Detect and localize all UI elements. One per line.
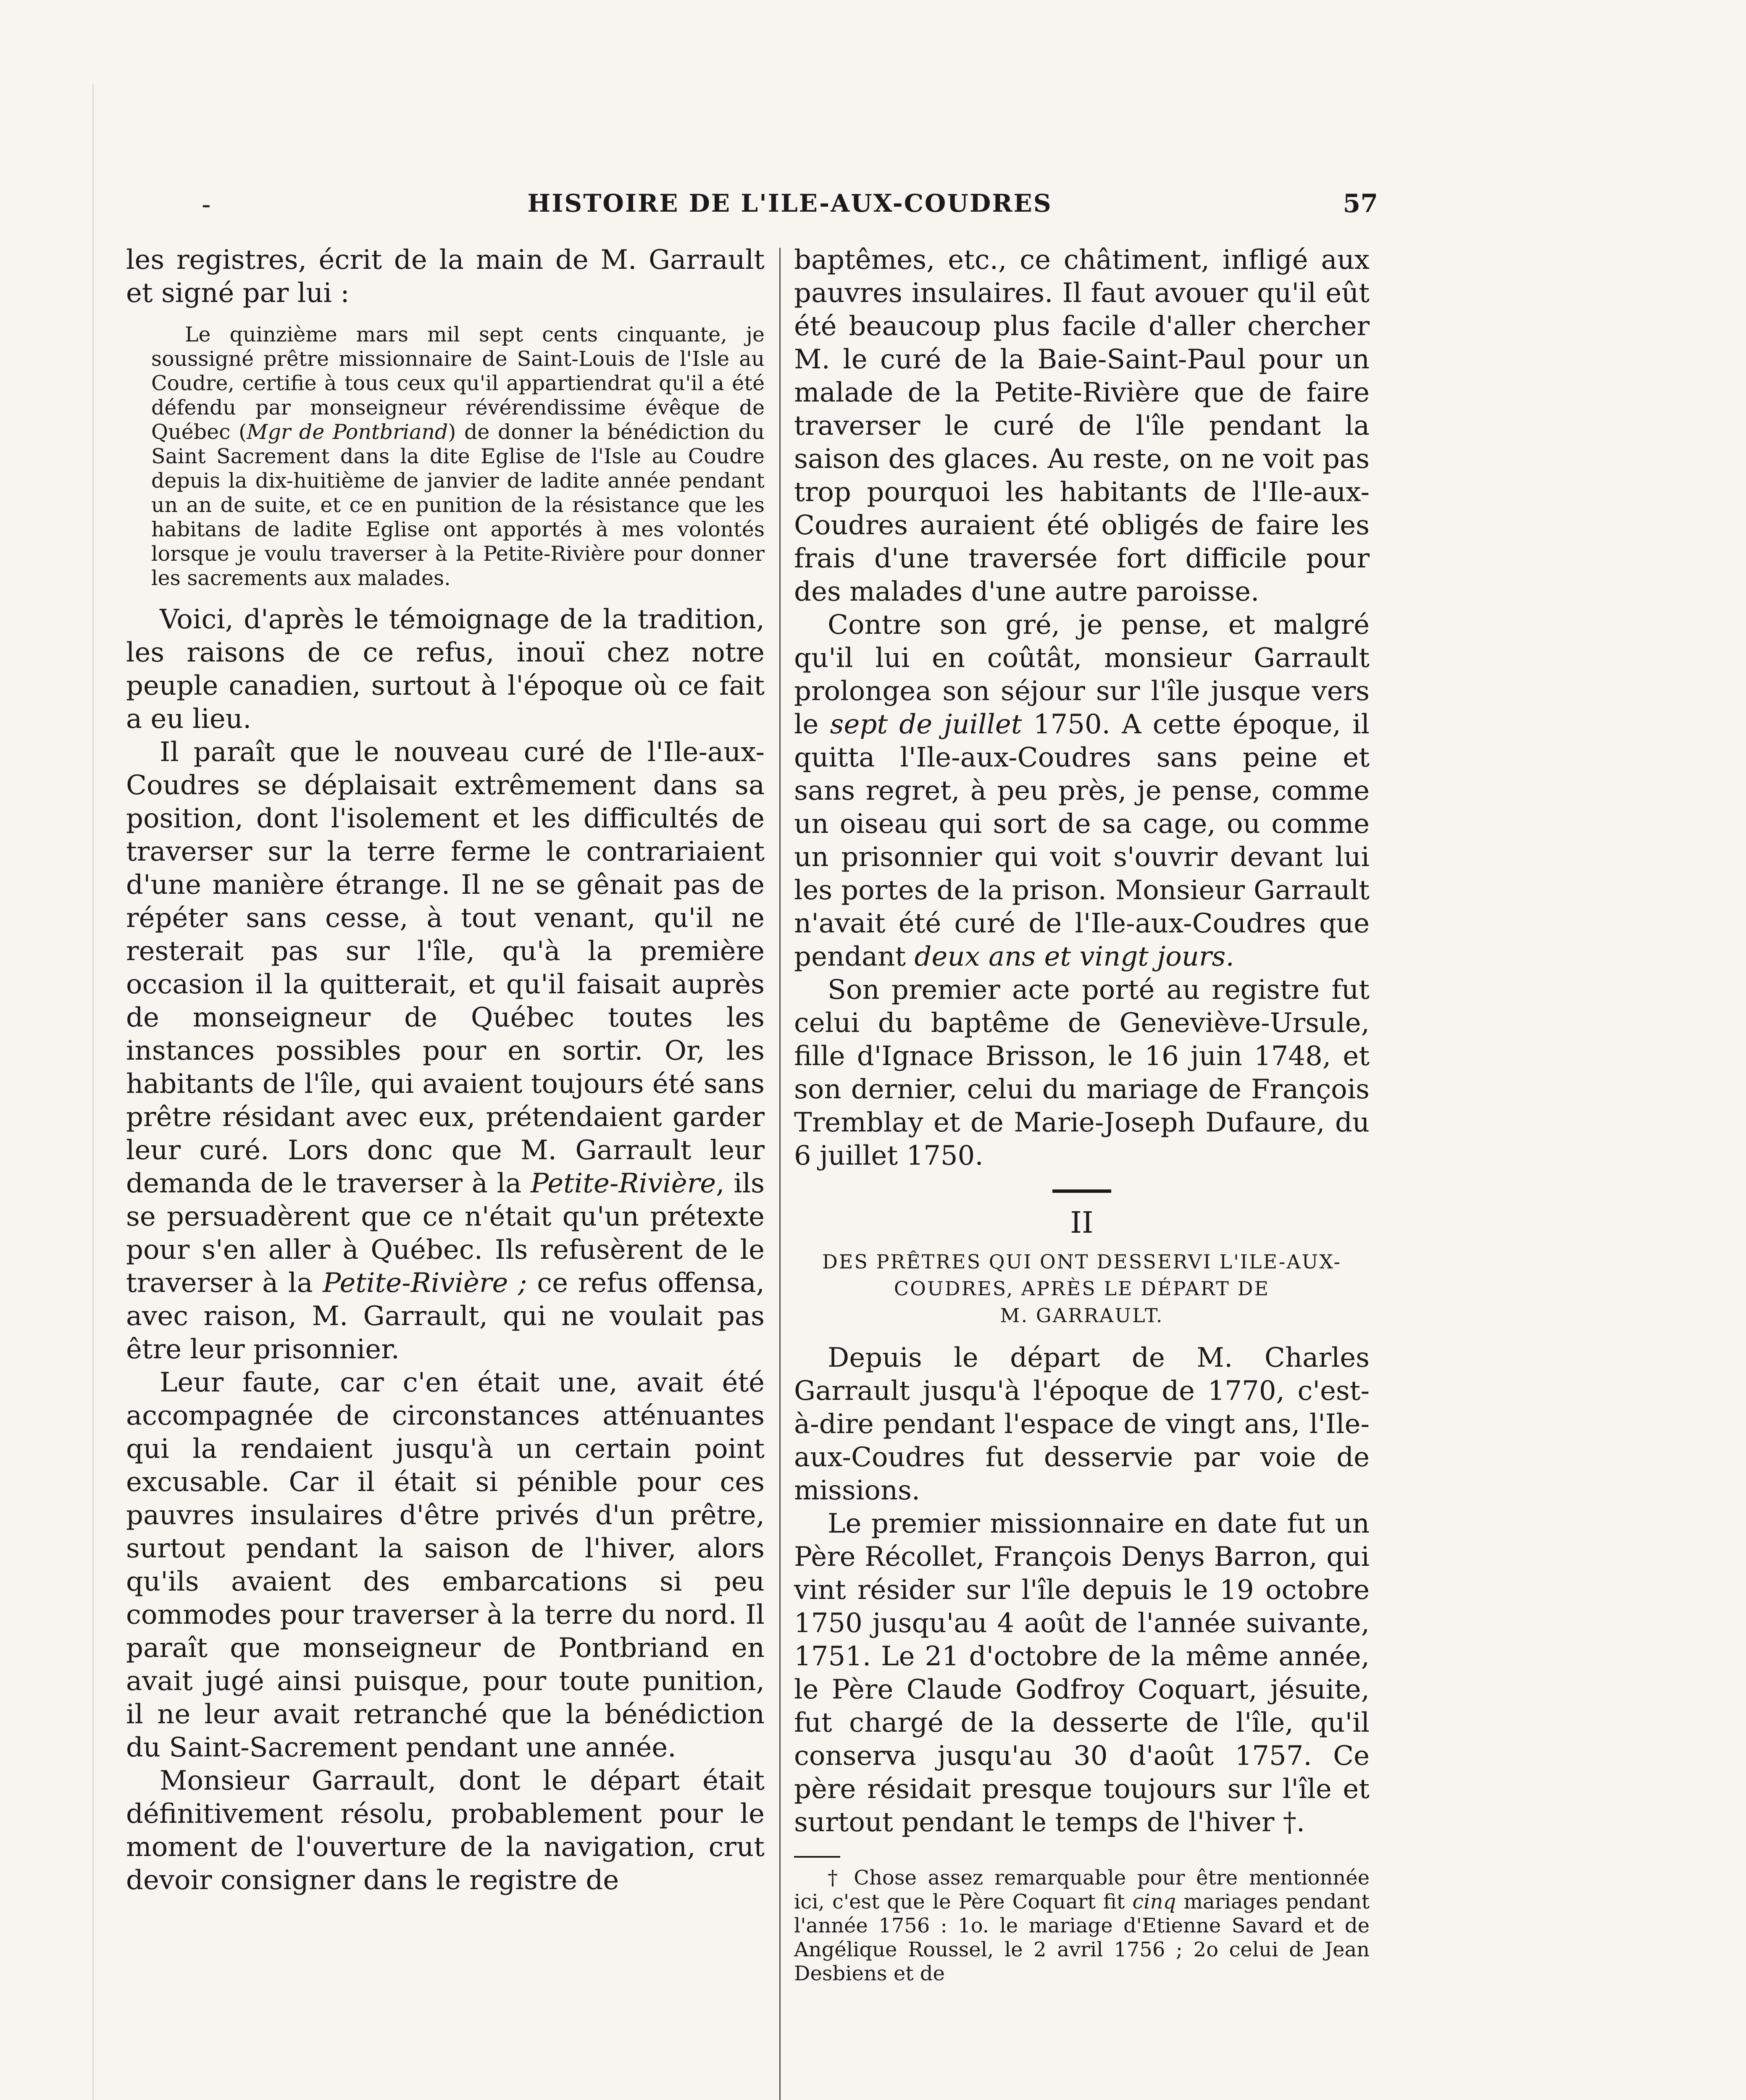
paragraph: Voici, d'après le témoignage de la tradition, les raisons de ce refus, inouï chez notre peuple canadien, surtout à l'époque où ce fait a eu lieu. (126, 604, 765, 735)
section-title-line: M. GARRAULT. (1000, 1304, 1164, 1327)
italic-text: deux ans et vingt jours. (914, 941, 1234, 972)
paragraph: Leur faute, car c'en était une, avait été accompagnée de circonstances atténuantes qui la rendaient jusqu'à un certain point excusable. Car il était si pénible pour ces pauvres insulaires d'être privés d'un prêtre, surtout pendant la saison de l'hiver, alors qu'ils avaient des embarcations si peu commodes pour traverser à la terre du nord. Il paraît que monseigneur de Pontbriand en avait jugé ainsi puisque, pour toute punition, il ne leur avait retranché que la bénédiction du Saint-Sacrement pendant une année. (126, 1367, 765, 1763)
text-run: Il paraît que le nouveau curé de l'Ile-aux-Coudres se déplaisait extrêmement dans sa position, dont l'isolement et les difficultés de traverser sur la terre ferme le contrariaient d'une manière étrange. Il ne se gênait pas de répéter sans cesse, à tout venant, qu'il ne resterait pas sur l'île, qu'à la première occasion il la quitterait, et qu'il faisait auprès de monseigneur de Québec toutes les instances possibles pour en sortir. Or, les habitants de l'île, qui avaient toujours été sans prêtre résidant avec eux, prétendaient garder leur curé. Lors donc que M. Garrault leur demanda de le traverser à la (126, 737, 765, 1199)
left-column (126, 244, 765, 1897)
paragraph (126, 736, 765, 1366)
text-run: † Chose assez remarquable pour être mentionnée ici, c'est que le Père Coquart fit (794, 1866, 1370, 1914)
section-title (794, 1248, 1370, 1329)
quote-text: ) de donner la bénédiction du Saint Sacrement dans la dite Eglise de l'Isle au Coudre depuis la dix-huitième de janvier de ladite année pendant un an de suite, et ce en punition de la résistance que les habitans de ladite Eglise ont apportés à mes volontés lorsque je voulu traverser à la Petite-Rivière pour donner les sacrements aux malades. (151, 420, 765, 590)
italic-text: cinq (1132, 1890, 1176, 1914)
paragraph: baptêmes, etc., ce châtiment, infligé aux pauvres insulaires. Il faut avouer qu'il eût été beaucoup plus facile d'aller chercher M. le curé de la Baie-Saint-Paul pour un malade de la Petite-Rivière que de faire traverser le curé de l'île pendant la saison des glaces. Au reste, on ne voit pas trop pourquoi les habitants de l'Ile-aux-Coudres auraient été obligés de faire les frais d'une traversée fort difficile pour des malades d'une autre paroisse. (794, 244, 1370, 607)
italic-text: Petite-Rivière (531, 1168, 716, 1199)
text-run: , ils se persuadèrent que ce n'était qu'un prétexte pour s'en aller à Québec. Ils refusèrent de le traverser à la (126, 1168, 765, 1299)
running-header (202, 185, 1378, 231)
text-run: Contre son gré, je pense, et malgré qu'il lui en coûtât, monsieur Garrault prolongea son séjour sur l'île jusque vers le (794, 609, 1370, 740)
paragraph: Depuis le départ de M. Charles Garrault jusqu'à l'époque de 1770, c'est-à-dire pendant l'espace de vingt ans, l'Ile-aux-Coudres fut desservie par voie de missions. (794, 1342, 1370, 1506)
page-number: 57 (1343, 189, 1378, 218)
header-dash: - (202, 189, 211, 220)
text-run: ce refus offensa, avec raison, M. Garrault, qui ne voulait pas être leur prisonnier. (126, 1268, 765, 1365)
paragraph: Son premier acte porté au registre fut celui du baptême de Geneviève-Ursule, fille d'Ignace Brisson, le 16 juin 1748, et son dernier, celui du mariage de François Tremblay et de Marie-Joseph Dufaure, du 6 juillet 1750. (794, 974, 1370, 1171)
text-run: 1750. A cette époque, il quitta l'Ile-aux-Coudres sans peine et sans regret, à peu près, je pense, comme un oiseau qui sort de sa cage, ou comme un prisonnier qui voit s'ouvrir devant lui les portes de la prison. Monsieur Garrault n'avait été curé de l'Ile-aux-Coudres que pendant (794, 709, 1370, 972)
paragraph: les registres, écrit de la main de M. Garrault et signé par lui : (126, 244, 765, 309)
column-divider (779, 248, 781, 2100)
italic-text: Petite-Rivière ; (323, 1268, 527, 1299)
quote-emphasis: Mgr de Pontbriand (247, 420, 448, 444)
italic-text: sept de juillet (830, 709, 1022, 740)
section-rule (1052, 1189, 1111, 1193)
footnote (794, 1866, 1370, 1986)
footnote-rule (794, 1856, 840, 1858)
paragraph (794, 609, 1370, 974)
paragraph: Monsieur Garrault, dont le départ était définitivement résolu, probablement pour le moment de l'ouverture de la navigation, crut devoir consigner dans le registre de (126, 1765, 765, 1896)
text-run: mariages pendant l'année 1756 : 1o. le mariage d'Etienne Savard et de Angélique Roussel, le 2 avril 1756 ; 2o celui de Jean Desbiens et de (794, 1890, 1370, 1985)
header-title: HISTOIRE DE L'ILE-AUX-COUDRES (527, 189, 1052, 218)
scan-edge (92, 84, 94, 2100)
section-title-line: COUDRES, APRÈS LE DÉPART DE (894, 1277, 1270, 1300)
right-column (794, 244, 1370, 1986)
quote-text: Le quinzième mars mil sept cents cinquante, je soussigné prêtre missionnaire de Saint-Louis de l'Isle au Coudre, certifie à tous ceux qu'il appartiendrat qu'il a été défendu par monseigneur révérendissime évêque de Québec ( (151, 323, 765, 444)
quoted-register-entry (126, 323, 765, 591)
section-title-line: DES PRÊTRES QUI ONT DESSERVI L'ILE-AUX- (822, 1250, 1342, 1273)
section-number: II (1070, 1205, 1094, 1240)
paragraph: Le premier missionnaire en date fut un Père Récollet, François Denys Barron, qui vint résider sur l'île depuis le 19 octobre 1750 jusqu'au 4 août de l'année suivante, 1751. Le 21 d'octobre de la même année, le Père Claude Godfroy Coquart, jésuite, fut chargé de la desserte de l'île, qu'il conserva jusqu'au 30 d'août 1757. Ce père résidait presque toujours sur l'île et surtout pendant le temps de l'hiver †. (794, 1508, 1370, 1838)
